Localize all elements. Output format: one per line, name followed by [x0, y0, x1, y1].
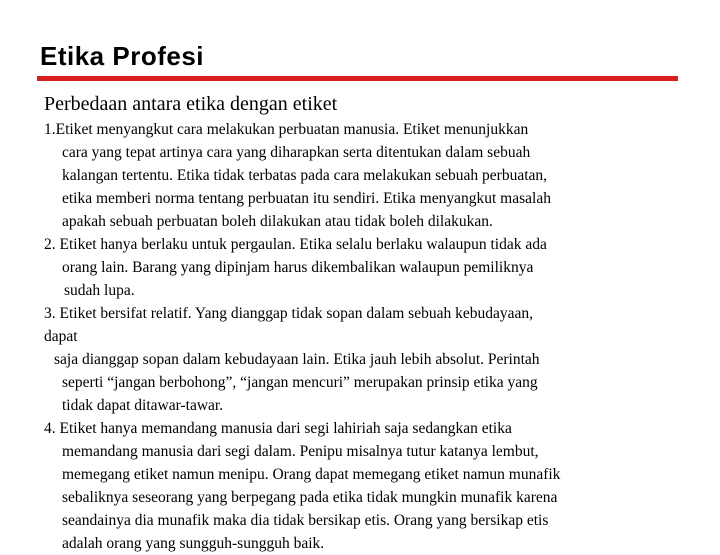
body-line: kalangan tertentu. Etika tidak terbatas pada cara melakukan sebuah perbuatan, — [62, 167, 548, 184]
body-line: saja dianggap sopan dalam kebudayaan lain. Etika jauh lebih absolut. Perintah — [54, 351, 540, 368]
body-line: 1.Etiket menyangkut cara melakukan perbuatan manusia. Etiket menunjukkan — [44, 121, 529, 138]
body-line: apakah sebuah perbuatan boleh dilakukan atau tidak boleh dilakukan. — [62, 213, 493, 230]
body-line: 4. Etiket hanya memandang manusia dari segi lahiriah saja sedangkan etika — [44, 420, 512, 437]
slide-subtitle: Perbedaan antara etika dengan etiket — [44, 93, 338, 115]
body-line: orang lain. Barang yang dipinjam harus dikembalikan walaupun pemiliknya — [62, 259, 534, 276]
title-underline-rule — [37, 76, 678, 81]
body-line: sebaliknya seseorang yang berpegang pada etika tidak mungkin munafik karena — [62, 489, 558, 506]
slide-body — [44, 118, 720, 555]
body-line: memegang etiket namun menipu. Orang dapat memegang etiket namun munafik — [62, 466, 561, 483]
body-line: seperti “jangan berbohong”, “jangan mencuri” merupakan prinsip etika yang — [62, 374, 538, 391]
slide-title: Etika Profesi — [40, 41, 205, 71]
body-line: memandang manusia dari segi dalam. Penipu misalnya tutur katanya lembut, — [62, 443, 539, 460]
body-line: 3. Etiket bersifat relatif. Yang dianggap tidak sopan dalam sebuah kebudayaan, — [44, 305, 533, 322]
body-line: dapat — [44, 328, 78, 345]
body-line: cara yang tepat artinya cara yang diharapkan serta ditentukan dalam sebuah — [62, 144, 531, 161]
body-line: sudah lupa. — [64, 282, 135, 299]
body-line: tidak dapat ditawar-tawar. — [62, 397, 224, 414]
body-line: etika memberi norma tentang perbuatan itu sendiri. Etika menyangkut masalah — [62, 190, 551, 207]
body-line: 2. Etiket hanya berlaku untuk pergaulan. Etika selalu berlaku walaupun tidak ada — [44, 236, 547, 253]
body-line: adalah orang yang sungguh-sungguh baik. — [62, 535, 325, 552]
body-line: seandainya dia munafik maka dia tidak bersikap etis. Orang yang bersikap etis — [62, 512, 549, 529]
